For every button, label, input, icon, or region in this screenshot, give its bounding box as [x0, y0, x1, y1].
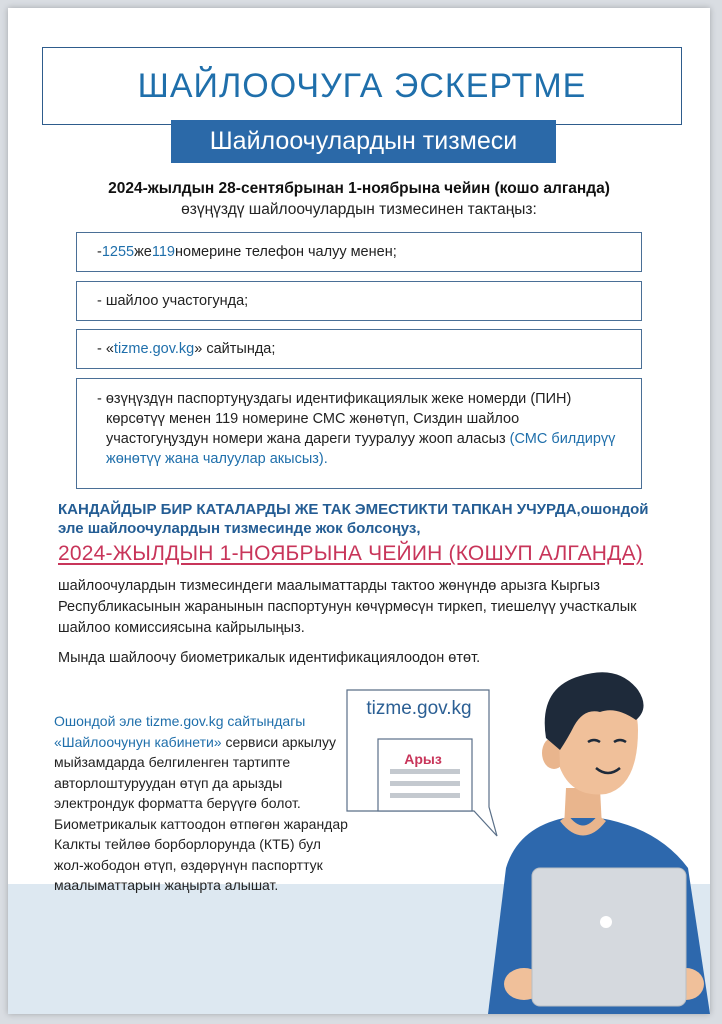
- person-with-laptop-illustration: [488, 668, 710, 1014]
- poster: [8, 8, 710, 1014]
- option-station-text: - шайлоо участогунда;: [97, 293, 249, 309]
- form-paper: [378, 739, 472, 811]
- option-phone: [76, 232, 642, 272]
- laptop-logo: [600, 916, 612, 928]
- deadline-heading: 2024-ЖЫЛДЫН 1-НОЯБРЫНА ЧЕЙИН (КОШУП АЛГАНДА): [58, 542, 643, 565]
- form-line: [390, 781, 460, 786]
- option-phone-dash: -: [97, 244, 102, 260]
- intro-dates: 2024-жылдын 28-сентябрынан 1-ноябрына чейин (кошо алганда): [108, 180, 610, 197]
- form-title: Арыз: [404, 751, 442, 767]
- option-site-post: » сайтында;: [194, 341, 276, 357]
- option-site-pre: - «: [97, 341, 114, 357]
- option-site: [76, 329, 642, 369]
- laptop-shape: [532, 868, 686, 1006]
- option-sms-body: [97, 389, 621, 469]
- intro-instruction: өзүңүздү шайлоочулардын тизмесинен тактаңыз:: [181, 201, 537, 218]
- warning-caps: КАНДАЙДЫР БИР КАТАЛАРДЫ ЖЕ ТАК ЭМЕСТИКТИ ТАПКАН УЧУРДА,: [58, 501, 581, 518]
- online-service-body: сервиси аркылуу мыйзамдарда белгиленген тартипте авторлоштуруудан өтүп да арызды электрондук форматта берүүгө болот. Биометрикалык каттоодон өтпөгөн жарандар Калкты тейлөө борборлорунда (КТБ) бул жол-жободон өтүп, өздөрүнүн паспорттук маалыматтарын жаңырта алышат.: [54, 733, 348, 893]
- warning-rest: ошондой эле шайлоочулардын тизмесинде жок болсоңуз,: [58, 501, 649, 537]
- online-service-text: [54, 711, 354, 896]
- instruction-paragraph: шайлоочулардын тизмесиндеги маалыматтарды тактоо жөнүндө арызга Кыргыз Республикасынын жаранынын паспортунун көчүрмөсүн тиркеп, тиешелүү участкалык шайлоо комиссиясына кайрылыңыз.: [58, 578, 637, 636]
- option-phone-text: номерине телефон чалуу менен;: [175, 244, 397, 260]
- phone-number-1255: 1255: [101, 244, 135, 260]
- option-sms: [76, 378, 642, 489]
- online-service-link-text: Ошондой эле tizme.gov.kg сайтындагы «Шайлоочунун кабинети»: [54, 713, 306, 750]
- option-sms-note: (СМС билдирүү жөнөтүү жана чалуулар акысыз).: [106, 431, 616, 467]
- option-station: [76, 281, 642, 321]
- title-box: [42, 47, 682, 125]
- site-link[interactable]: tizme.gov.kg: [113, 341, 195, 357]
- biometric-note: Мында шайлоочу биометрикалык идентификациялоодон өтөт.: [58, 650, 481, 666]
- option-sms-text: - өзүңүздүн паспортуңуздагы идентификациялык жеке номерди (ПИН) көрсөтүү менен 119 номерине СМС жөнөтүп, Сиздин шайлоо участогуңуздун номери жана дареги тууралуу жооп аласыз: [97, 391, 572, 447]
- subtitle-banner: Шайлоочулардын тизмеси: [171, 120, 556, 163]
- form-line: [390, 793, 460, 798]
- form-line: [390, 769, 460, 774]
- option-phone-or: же: [134, 244, 152, 260]
- phone-number-119: 119: [151, 244, 175, 260]
- warning-heading: [58, 500, 668, 538]
- page-title: ШАЙЛООЧУГА ЭСКЕРТМЕ: [137, 66, 587, 105]
- card-site-url: tizme.gov.kg: [366, 698, 472, 719]
